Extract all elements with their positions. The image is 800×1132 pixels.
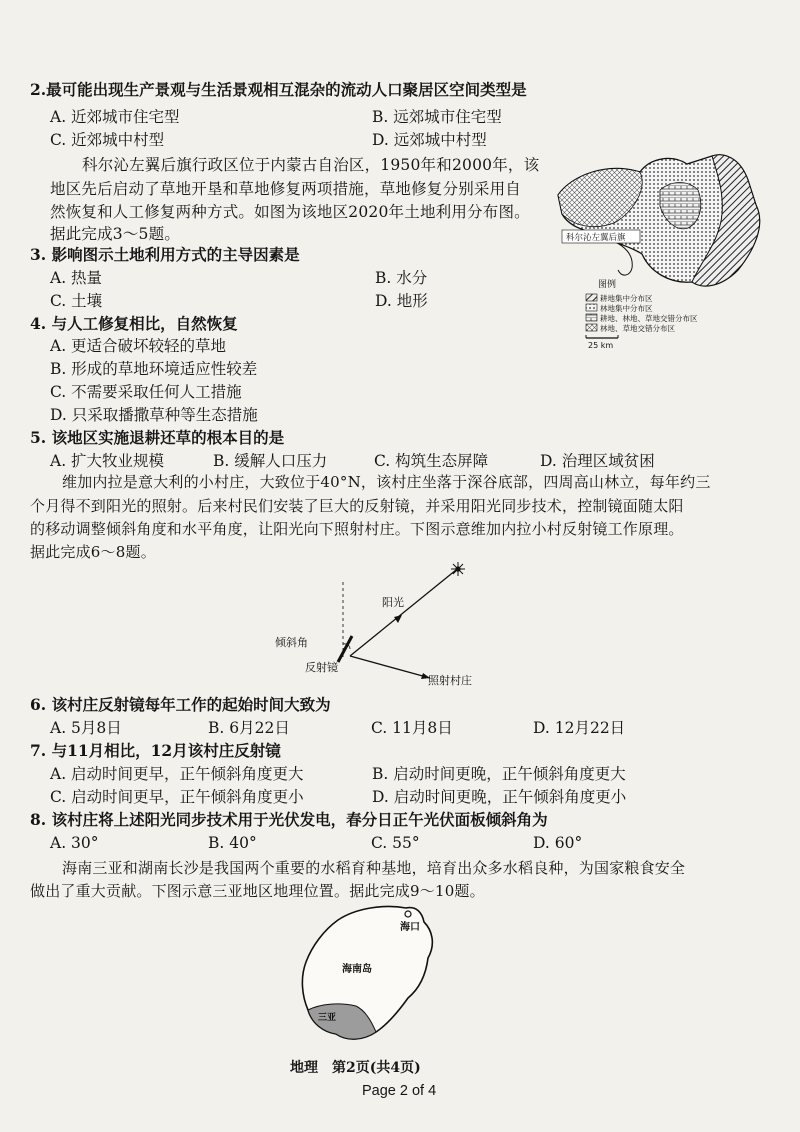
- q2-stem: 2.最可能出现生产景观与生活景观相互混杂的流动人口聚居区空间类型是: [30, 80, 527, 99]
- legend-swatch-1: [586, 294, 597, 301]
- island-label: 海南岛: [342, 964, 372, 975]
- passage2-line-4: 据此完成6～8题。: [30, 543, 156, 561]
- q7-option-a: A. 启动时间更早，正午倾斜角度更大: [50, 765, 304, 783]
- q6-stem: 6. 该村庄反射镜每年工作的起始时间大致为: [30, 695, 331, 714]
- sun-icon: [451, 562, 465, 576]
- q3-option-c: C. 土壤: [50, 292, 103, 310]
- legend-swatch-3: [586, 314, 597, 321]
- passage3-line-1: 海南三亚和湖南长沙是我国两个重要的水稻育种基地，培育出众多水稻良种，为国家粮食安全: [62, 859, 686, 877]
- q8-option-c: C. 55°: [371, 834, 420, 852]
- sanya-label: 三亚: [318, 1013, 337, 1023]
- q7-stem: 7. 与11月相比，12月该村庄反射镜: [30, 741, 281, 760]
- passage2-line-2: 个月得不到阳光的照射。后来村民们安装了巨大的反射镜，并采用阳光同步技术，控制镜面随太阳: [30, 497, 684, 515]
- q6-option-c: C. 11月8日: [371, 719, 453, 737]
- q4-option-a: A. 更适合破坏较轻的草地: [50, 337, 227, 355]
- village-label: 照射村庄: [428, 674, 472, 687]
- legend-swatch-2: [586, 304, 597, 311]
- place-label: 科尔沁左翼后旗: [566, 233, 626, 243]
- haikou-marker: [405, 911, 411, 917]
- q4-option-d: D. 只采取播撒草种等生态措施: [50, 406, 258, 424]
- mirror-label: 反射镜: [305, 661, 338, 674]
- q8-stem: 8. 该村庄将上述阳光同步技术用于光伏发电，春分日正午光伏面板倾斜角为: [30, 810, 548, 829]
- passage3-line-2: 做出了重大贡献。下图示意三亚地区地理位置。据此完成9～10题。: [30, 882, 485, 900]
- legend-item-1: 耕地集中分布区: [600, 294, 653, 303]
- q5-stem: 5. 该地区实施退耕还草的根本目的是: [30, 428, 285, 447]
- q5-option-a: A. 扩大牧业规模: [50, 452, 165, 470]
- q4-option-b: B. 形成的草地环境适应性较差: [50, 360, 258, 378]
- q2-option-d: D. 远郊城中村型: [372, 131, 487, 149]
- q2-option-b: B. 远郊城市住宅型: [372, 108, 502, 126]
- q3-stem: 3. 影响图示土地利用方式的主导因素是: [30, 245, 300, 264]
- tilt-angle-label: 倾斜角: [275, 636, 308, 649]
- page-footer: 地理 第2页(共4页): [290, 1060, 421, 1076]
- q2-option-c: C. 近郊城中村型: [50, 131, 165, 149]
- q4-stem: 4. 与人工修复相比，自然恢复: [30, 314, 238, 333]
- q3-option-b: B. 水分: [375, 269, 428, 287]
- scale-label: 25 km: [588, 341, 614, 350]
- q8-option-d: D. 60°: [533, 834, 583, 852]
- q3-option-a: A. 热量: [50, 269, 103, 287]
- page-indicator: Page 2 of 4: [362, 1083, 437, 1099]
- hainan-map: [298, 902, 458, 1050]
- q7-option-c: C. 启动时间更早，正午倾斜角度更小: [50, 788, 304, 806]
- q6-option-a: A. 5月8日: [50, 719, 122, 737]
- sunlight-label: 阳光: [382, 596, 404, 609]
- q6-option-b: B. 6月22日: [208, 719, 290, 737]
- passage2-line-3: 的移动调整倾斜角度和水平角度，让阳光向下照射村庄。下图示意维加内拉小村反射镜工作原理。: [30, 520, 684, 538]
- legend-title: 图例: [598, 280, 617, 290]
- q5-option-d: D. 治理区域贫困: [540, 452, 655, 470]
- q3-option-d: D. 地形: [375, 292, 428, 310]
- haikou-label: 海口: [400, 922, 420, 933]
- passage2-line-1: 维加内拉是意大利的小村庄，大致位于40°N，该村庄坐落于深谷底部，四周高山林立，每年约三: [62, 473, 711, 491]
- legend-item-2: 林地集中分布区: [600, 304, 653, 313]
- reflected-ray: [350, 656, 430, 678]
- legend-item-3: 耕地、林地、草地交错分布区: [600, 314, 698, 323]
- passage1-line-1: 科尔沁左翼后旗行政区位于内蒙古自治区，1950年和2000年，该: [82, 156, 540, 174]
- q7-option-d: D. 启动时间更晚，正午倾斜角度更小: [372, 788, 627, 806]
- reflector-diagram: [270, 560, 490, 690]
- sunlight-ray: [350, 570, 456, 656]
- q7-option-b: B. 启动时间更晚，正午倾斜角度更大: [372, 765, 626, 783]
- passage1-line-4: 据此完成3～5题。: [50, 225, 181, 243]
- q4-option-c: C. 不需要采取任何人工措施: [50, 383, 242, 401]
- q5-option-b: B. 缓解人口压力: [213, 452, 328, 470]
- legend-swatch-4: [586, 324, 597, 331]
- land-use-map: [552, 150, 772, 350]
- q8-option-b: B. 40°: [208, 834, 257, 852]
- passage1-line-2: 地区先后启动了草地开垦和草地修复两项措施，草地修复分别采用自: [50, 180, 522, 198]
- q2-option-a: A. 近郊城市住宅型: [50, 108, 180, 126]
- q5-option-c: C. 构筑生态屏障: [374, 452, 489, 470]
- q6-option-d: D. 12月22日: [533, 719, 626, 737]
- passage1-line-3: 然恢复和人工修复两种方式。如图为该地区2020年土地利用分布图。: [50, 203, 530, 221]
- q8-option-a: A. 30°: [50, 834, 99, 852]
- legend-item-4: 林地、草地交错分布区: [600, 324, 675, 333]
